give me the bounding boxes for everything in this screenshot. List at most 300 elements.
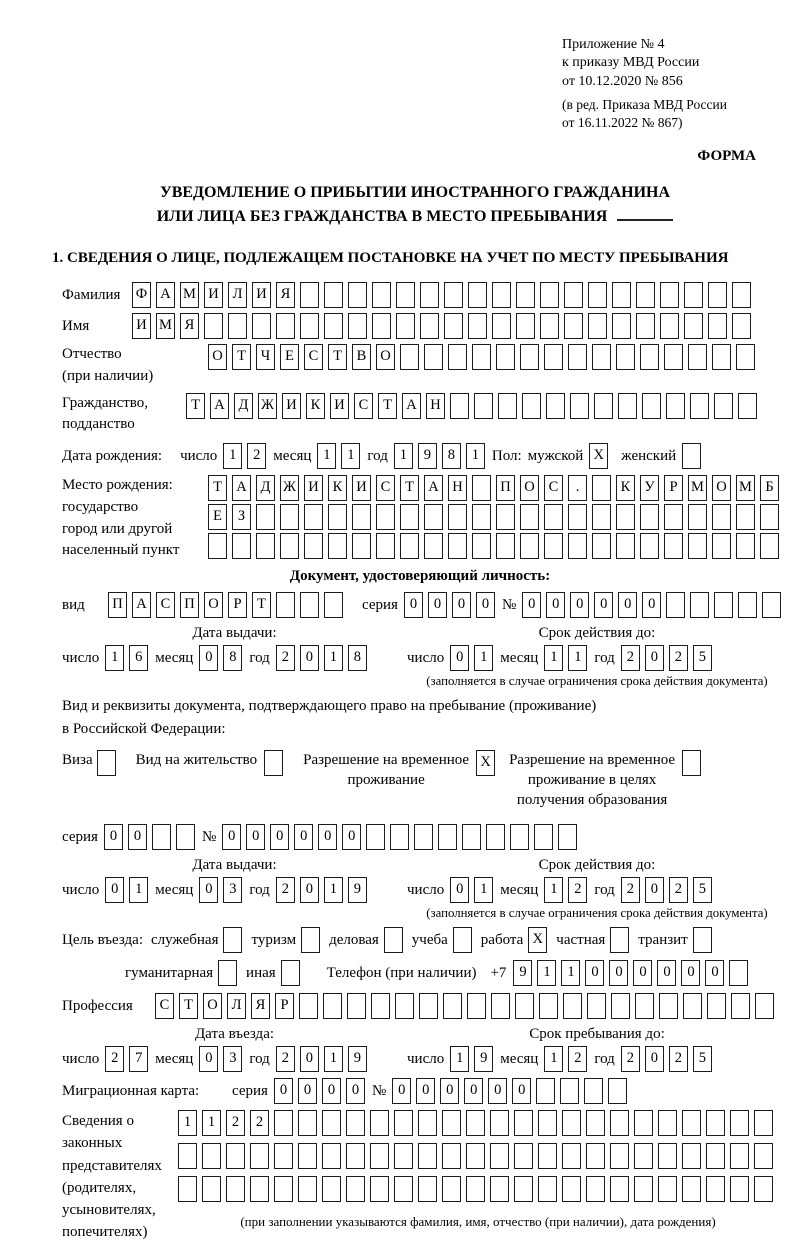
- char-cell[interactable]: [516, 313, 535, 339]
- char-cell[interactable]: [684, 313, 703, 339]
- char-cell[interactable]: [371, 993, 390, 1019]
- char-cell[interactable]: [731, 993, 750, 1019]
- char-cell[interactable]: 0: [392, 1078, 411, 1104]
- char-cell[interactable]: 0: [645, 1046, 664, 1072]
- char-cell[interactable]: [178, 1143, 197, 1169]
- char-cell[interactable]: [544, 533, 563, 559]
- char-cell[interactable]: [690, 393, 709, 419]
- purpose-other-checkbox[interactable]: [281, 960, 300, 986]
- char-cell[interactable]: [208, 533, 227, 559]
- char-cell[interactable]: 1: [178, 1110, 197, 1136]
- char-cell[interactable]: [466, 1110, 485, 1136]
- char-cell[interactable]: [250, 1143, 269, 1169]
- purpose-tourism-checkbox[interactable]: [301, 927, 320, 953]
- char-cell[interactable]: [564, 282, 583, 308]
- char-cell[interactable]: [347, 993, 366, 1019]
- char-cell[interactable]: [538, 1143, 557, 1169]
- char-cell[interactable]: Т: [400, 475, 419, 501]
- char-cell[interactable]: 9: [348, 877, 367, 903]
- char-cell[interactable]: [324, 313, 343, 339]
- purpose-study-checkbox[interactable]: [453, 927, 472, 953]
- char-cell[interactable]: [514, 1143, 533, 1169]
- char-cell[interactable]: [658, 1110, 677, 1136]
- sex-male-checkbox[interactable]: X: [589, 443, 608, 469]
- char-cell[interactable]: [640, 504, 659, 530]
- char-cell[interactable]: 9: [474, 1046, 493, 1072]
- char-cell[interactable]: [616, 344, 635, 370]
- char-cell[interactable]: [299, 993, 318, 1019]
- char-cell[interactable]: [640, 344, 659, 370]
- char-cell[interactable]: [442, 1110, 461, 1136]
- char-cell[interactable]: В: [352, 344, 371, 370]
- char-cell[interactable]: С: [376, 475, 395, 501]
- char-cell[interactable]: [714, 393, 733, 419]
- char-cell[interactable]: [730, 1176, 749, 1202]
- char-cell[interactable]: 0: [476, 592, 495, 618]
- char-cell[interactable]: 1: [537, 960, 556, 986]
- char-cell[interactable]: [510, 824, 529, 850]
- char-cell[interactable]: [560, 1078, 579, 1104]
- char-cell[interactable]: Т: [179, 993, 198, 1019]
- char-cell[interactable]: [366, 824, 385, 850]
- char-cell[interactable]: 1: [341, 443, 360, 469]
- char-cell[interactable]: А: [402, 393, 421, 419]
- char-cell[interactable]: [346, 1176, 365, 1202]
- char-cell[interactable]: [486, 824, 505, 850]
- char-cell[interactable]: Н: [426, 393, 445, 419]
- char-cell[interactable]: [492, 282, 511, 308]
- char-cell[interactable]: [226, 1176, 245, 1202]
- char-cell[interactable]: [539, 993, 558, 1019]
- char-cell[interactable]: 0: [452, 592, 471, 618]
- char-cell[interactable]: 0: [300, 877, 319, 903]
- char-cell[interactable]: [563, 993, 582, 1019]
- char-cell[interactable]: [372, 313, 391, 339]
- char-cell[interactable]: [635, 993, 654, 1019]
- char-cell[interactable]: 1: [202, 1110, 221, 1136]
- char-cell[interactable]: М: [688, 475, 707, 501]
- char-cell[interactable]: [616, 504, 635, 530]
- char-cell[interactable]: [304, 533, 323, 559]
- char-cell[interactable]: [450, 393, 469, 419]
- char-cell[interactable]: [515, 993, 534, 1019]
- char-cell[interactable]: [592, 475, 611, 501]
- char-cell[interactable]: К: [306, 393, 325, 419]
- char-cell[interactable]: [664, 504, 683, 530]
- char-cell[interactable]: [658, 1143, 677, 1169]
- char-cell[interactable]: Р: [275, 993, 294, 1019]
- char-cell[interactable]: [232, 533, 251, 559]
- char-cell[interactable]: 1: [466, 443, 485, 469]
- char-cell[interactable]: [322, 1110, 341, 1136]
- char-cell[interactable]: 0: [342, 824, 361, 850]
- char-cell[interactable]: [280, 504, 299, 530]
- char-cell[interactable]: П: [180, 592, 199, 618]
- char-cell[interactable]: 2: [621, 645, 640, 671]
- char-cell[interactable]: 0: [609, 960, 628, 986]
- char-cell[interactable]: [610, 1110, 629, 1136]
- char-cell[interactable]: А: [232, 475, 251, 501]
- char-cell[interactable]: [634, 1110, 653, 1136]
- char-cell[interactable]: [546, 393, 565, 419]
- char-cell[interactable]: [732, 313, 751, 339]
- char-cell[interactable]: 0: [298, 1078, 317, 1104]
- char-cell[interactable]: [496, 504, 515, 530]
- char-cell[interactable]: 8: [348, 645, 367, 671]
- char-cell[interactable]: [424, 533, 443, 559]
- char-cell[interactable]: [496, 344, 515, 370]
- char-cell[interactable]: 2: [669, 1046, 688, 1072]
- char-cell[interactable]: 0: [318, 824, 337, 850]
- char-cell[interactable]: [202, 1176, 221, 1202]
- char-cell[interactable]: [466, 1143, 485, 1169]
- char-cell[interactable]: [420, 313, 439, 339]
- char-cell[interactable]: Ф: [132, 282, 151, 308]
- char-cell[interactable]: 0: [404, 592, 423, 618]
- char-cell[interactable]: П: [108, 592, 127, 618]
- char-cell[interactable]: 0: [300, 645, 319, 671]
- char-cell[interactable]: [462, 824, 481, 850]
- char-cell[interactable]: [424, 504, 443, 530]
- char-cell[interactable]: [588, 313, 607, 339]
- char-cell[interactable]: 1: [450, 1046, 469, 1072]
- char-cell[interactable]: О: [520, 475, 539, 501]
- char-cell[interactable]: 0: [594, 592, 613, 618]
- char-cell[interactable]: [760, 533, 779, 559]
- char-cell[interactable]: [468, 313, 487, 339]
- char-cell[interactable]: [394, 1176, 413, 1202]
- char-cell[interactable]: 0: [633, 960, 652, 986]
- char-cell[interactable]: З: [232, 504, 251, 530]
- char-cell[interactable]: [228, 313, 247, 339]
- char-cell[interactable]: [736, 533, 755, 559]
- char-cell[interactable]: Т: [378, 393, 397, 419]
- purpose-private-checkbox[interactable]: [610, 927, 629, 953]
- char-cell[interactable]: 2: [621, 877, 640, 903]
- char-cell[interactable]: [690, 592, 709, 618]
- char-cell[interactable]: [276, 592, 295, 618]
- char-cell[interactable]: [544, 344, 563, 370]
- char-cell[interactable]: [400, 344, 419, 370]
- char-cell[interactable]: 0: [428, 592, 447, 618]
- char-cell[interactable]: И: [204, 282, 223, 308]
- char-cell[interactable]: [490, 1143, 509, 1169]
- char-cell[interactable]: [467, 993, 486, 1019]
- char-cell[interactable]: [562, 1110, 581, 1136]
- char-cell[interactable]: [322, 1143, 341, 1169]
- char-cell[interactable]: [204, 313, 223, 339]
- char-cell[interactable]: [706, 1110, 725, 1136]
- char-cell[interactable]: [394, 1143, 413, 1169]
- char-cell[interactable]: 0: [222, 824, 241, 850]
- char-cell[interactable]: [760, 504, 779, 530]
- char-cell[interactable]: 0: [681, 960, 700, 986]
- char-cell[interactable]: [666, 592, 685, 618]
- char-cell[interactable]: [706, 1176, 725, 1202]
- char-cell[interactable]: 2: [669, 877, 688, 903]
- char-cell[interactable]: [376, 504, 395, 530]
- char-cell[interactable]: Б: [760, 475, 779, 501]
- char-cell[interactable]: 1: [544, 877, 563, 903]
- char-cell[interactable]: [634, 1176, 653, 1202]
- char-cell[interactable]: 0: [705, 960, 724, 986]
- char-cell[interactable]: 0: [199, 1046, 218, 1072]
- char-cell[interactable]: [370, 1110, 389, 1136]
- char-cell[interactable]: 0: [464, 1078, 483, 1104]
- char-cell[interactable]: [300, 592, 319, 618]
- char-cell[interactable]: [568, 344, 587, 370]
- char-cell[interactable]: [376, 533, 395, 559]
- char-cell[interactable]: 1: [324, 877, 343, 903]
- char-cell[interactable]: [616, 533, 635, 559]
- char-cell[interactable]: Л: [227, 993, 246, 1019]
- char-cell[interactable]: Н: [448, 475, 467, 501]
- char-cell[interactable]: К: [328, 475, 347, 501]
- char-cell[interactable]: С: [156, 592, 175, 618]
- char-cell[interactable]: [372, 282, 391, 308]
- char-cell[interactable]: 9: [513, 960, 532, 986]
- char-cell[interactable]: [202, 1143, 221, 1169]
- char-cell[interactable]: [594, 393, 613, 419]
- char-cell[interactable]: Ч: [256, 344, 275, 370]
- char-cell[interactable]: [466, 1176, 485, 1202]
- char-cell[interactable]: 1: [474, 877, 493, 903]
- char-cell[interactable]: [472, 504, 491, 530]
- char-cell[interactable]: [514, 1110, 533, 1136]
- char-cell[interactable]: [300, 282, 319, 308]
- char-cell[interactable]: 2: [276, 1046, 295, 1072]
- char-cell[interactable]: 2: [276, 645, 295, 671]
- char-cell[interactable]: [352, 533, 371, 559]
- char-cell[interactable]: 8: [442, 443, 461, 469]
- char-cell[interactable]: [640, 533, 659, 559]
- char-cell[interactable]: [346, 1110, 365, 1136]
- char-cell[interactable]: [610, 1176, 629, 1202]
- char-cell[interactable]: 1: [324, 645, 343, 671]
- char-cell[interactable]: [328, 504, 347, 530]
- char-cell[interactable]: [666, 393, 685, 419]
- char-cell[interactable]: 0: [570, 592, 589, 618]
- char-cell[interactable]: [658, 1176, 677, 1202]
- char-cell[interactable]: Т: [186, 393, 205, 419]
- char-cell[interactable]: [520, 533, 539, 559]
- char-cell[interactable]: [738, 393, 757, 419]
- char-cell[interactable]: [544, 504, 563, 530]
- char-cell[interactable]: 0: [274, 1078, 293, 1104]
- char-cell[interactable]: [611, 993, 630, 1019]
- char-cell[interactable]: Т: [252, 592, 271, 618]
- char-cell[interactable]: [252, 313, 271, 339]
- char-cell[interactable]: С: [354, 393, 373, 419]
- purpose-humanitarian-checkbox[interactable]: [218, 960, 237, 986]
- residence-permit-checkbox[interactable]: [264, 750, 283, 776]
- char-cell[interactable]: 0: [450, 645, 469, 671]
- char-cell[interactable]: [280, 533, 299, 559]
- char-cell[interactable]: Е: [280, 344, 299, 370]
- char-cell[interactable]: 2: [276, 877, 295, 903]
- char-cell[interactable]: [729, 960, 748, 986]
- purpose-work-checkbox[interactable]: X: [528, 927, 547, 953]
- char-cell[interactable]: 0: [546, 592, 565, 618]
- char-cell[interactable]: [538, 1110, 557, 1136]
- char-cell[interactable]: [538, 1176, 557, 1202]
- char-cell[interactable]: [660, 282, 679, 308]
- char-cell[interactable]: 0: [246, 824, 265, 850]
- char-cell[interactable]: [587, 993, 606, 1019]
- char-cell[interactable]: [274, 1110, 293, 1136]
- char-cell[interactable]: И: [132, 313, 151, 339]
- char-cell[interactable]: [592, 504, 611, 530]
- char-cell[interactable]: [558, 824, 577, 850]
- char-cell[interactable]: [712, 344, 731, 370]
- char-cell[interactable]: 2: [621, 1046, 640, 1072]
- char-cell[interactable]: М: [180, 282, 199, 308]
- char-cell[interactable]: [491, 993, 510, 1019]
- char-cell[interactable]: 2: [250, 1110, 269, 1136]
- char-cell[interactable]: [346, 1143, 365, 1169]
- char-cell[interactable]: М: [736, 475, 755, 501]
- char-cell[interactable]: 0: [522, 592, 541, 618]
- char-cell[interactable]: А: [424, 475, 443, 501]
- char-cell[interactable]: 1: [561, 960, 580, 986]
- char-cell[interactable]: 0: [512, 1078, 531, 1104]
- char-cell[interactable]: [712, 533, 731, 559]
- char-cell[interactable]: .: [568, 475, 587, 501]
- char-cell[interactable]: [400, 504, 419, 530]
- char-cell[interactable]: 2: [568, 877, 587, 903]
- char-cell[interactable]: С: [155, 993, 174, 1019]
- char-cell[interactable]: Е: [208, 504, 227, 530]
- char-cell[interactable]: Т: [208, 475, 227, 501]
- char-cell[interactable]: [474, 393, 493, 419]
- char-cell[interactable]: [444, 282, 463, 308]
- char-cell[interactable]: И: [330, 393, 349, 419]
- char-cell[interactable]: [636, 313, 655, 339]
- char-cell[interactable]: [584, 1078, 603, 1104]
- char-cell[interactable]: [730, 1143, 749, 1169]
- char-cell[interactable]: [414, 824, 433, 850]
- char-cell[interactable]: [418, 1176, 437, 1202]
- char-cell[interactable]: Р: [228, 592, 247, 618]
- char-cell[interactable]: А: [132, 592, 151, 618]
- char-cell[interactable]: 1: [324, 1046, 343, 1072]
- char-cell[interactable]: [564, 313, 583, 339]
- char-cell[interactable]: 0: [294, 824, 313, 850]
- char-cell[interactable]: [298, 1176, 317, 1202]
- char-cell[interactable]: [642, 393, 661, 419]
- char-cell[interactable]: 0: [346, 1078, 365, 1104]
- char-cell[interactable]: [688, 533, 707, 559]
- char-cell[interactable]: [516, 282, 535, 308]
- char-cell[interactable]: И: [252, 282, 271, 308]
- char-cell[interactable]: Я: [251, 993, 270, 1019]
- char-cell[interactable]: 8: [223, 645, 242, 671]
- char-cell[interactable]: [755, 993, 774, 1019]
- char-cell[interactable]: Р: [664, 475, 683, 501]
- char-cell[interactable]: А: [156, 282, 175, 308]
- char-cell[interactable]: [472, 533, 491, 559]
- char-cell[interactable]: [730, 1110, 749, 1136]
- char-cell[interactable]: Я: [276, 282, 295, 308]
- char-cell[interactable]: [520, 344, 539, 370]
- char-cell[interactable]: [522, 393, 541, 419]
- char-cell[interactable]: П: [496, 475, 515, 501]
- char-cell[interactable]: [562, 1176, 581, 1202]
- temp-residence-edu-checkbox[interactable]: [682, 750, 701, 776]
- char-cell[interactable]: 0: [657, 960, 676, 986]
- char-cell[interactable]: [226, 1143, 245, 1169]
- char-cell[interactable]: [442, 1143, 461, 1169]
- char-cell[interactable]: 1: [317, 443, 336, 469]
- char-cell[interactable]: [492, 313, 511, 339]
- char-cell[interactable]: [276, 313, 295, 339]
- char-cell[interactable]: [586, 1110, 605, 1136]
- char-cell[interactable]: [536, 1078, 555, 1104]
- char-cell[interactable]: [444, 313, 463, 339]
- char-cell[interactable]: 0: [128, 824, 147, 850]
- char-cell[interactable]: 0: [416, 1078, 435, 1104]
- char-cell[interactable]: [496, 533, 515, 559]
- char-cell[interactable]: [754, 1176, 773, 1202]
- char-cell[interactable]: [570, 393, 589, 419]
- char-cell[interactable]: [612, 282, 631, 308]
- char-cell[interactable]: А: [210, 393, 229, 419]
- char-cell[interactable]: [592, 344, 611, 370]
- char-cell[interactable]: [418, 1110, 437, 1136]
- char-cell[interactable]: 2: [247, 443, 266, 469]
- char-cell[interactable]: [498, 393, 517, 419]
- char-cell[interactable]: О: [208, 344, 227, 370]
- char-cell[interactable]: [424, 344, 443, 370]
- char-cell[interactable]: [419, 993, 438, 1019]
- char-cell[interactable]: 1: [129, 877, 148, 903]
- char-cell[interactable]: [472, 344, 491, 370]
- char-cell[interactable]: [390, 824, 409, 850]
- char-cell[interactable]: [682, 1176, 701, 1202]
- char-cell[interactable]: [418, 1143, 437, 1169]
- char-cell[interactable]: [396, 282, 415, 308]
- char-cell[interactable]: 0: [199, 877, 218, 903]
- char-cell[interactable]: [682, 1110, 701, 1136]
- char-cell[interactable]: 1: [474, 645, 493, 671]
- char-cell[interactable]: 5: [693, 645, 712, 671]
- char-cell[interactable]: [592, 533, 611, 559]
- char-cell[interactable]: [688, 504, 707, 530]
- char-cell[interactable]: [568, 533, 587, 559]
- temp-residence-checkbox[interactable]: X: [476, 750, 495, 776]
- char-cell[interactable]: 3: [223, 1046, 242, 1072]
- char-cell[interactable]: [178, 1176, 197, 1202]
- char-cell[interactable]: [610, 1143, 629, 1169]
- char-cell[interactable]: 0: [104, 824, 123, 850]
- char-cell[interactable]: [324, 592, 343, 618]
- char-cell[interactable]: [754, 1143, 773, 1169]
- char-cell[interactable]: [256, 533, 275, 559]
- char-cell[interactable]: 0: [105, 877, 124, 903]
- char-cell[interactable]: [328, 533, 347, 559]
- char-cell[interactable]: [256, 504, 275, 530]
- char-cell[interactable]: Д: [256, 475, 275, 501]
- char-cell[interactable]: И: [282, 393, 301, 419]
- char-cell[interactable]: [322, 1176, 341, 1202]
- char-cell[interactable]: [707, 993, 726, 1019]
- char-cell[interactable]: [490, 1110, 509, 1136]
- char-cell[interactable]: [468, 282, 487, 308]
- char-cell[interactable]: 2: [669, 645, 688, 671]
- char-cell[interactable]: [708, 313, 727, 339]
- char-cell[interactable]: М: [156, 313, 175, 339]
- char-cell[interactable]: [448, 344, 467, 370]
